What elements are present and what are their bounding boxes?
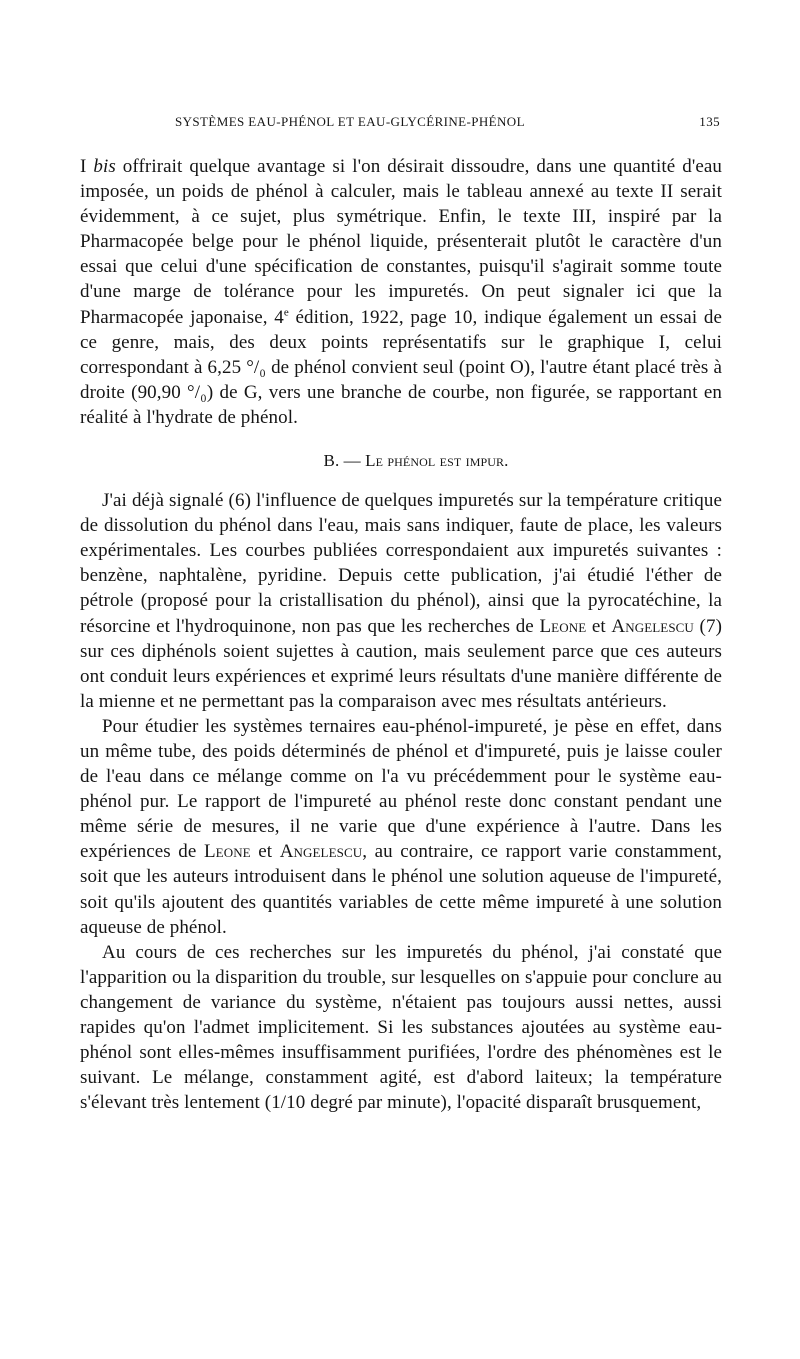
text-run: Au cours de ces recherches sur les impuretés du phénol, j'ai constaté que l'apparition ou la disparition du trouble, sur lesquelles on s'appuie pour conclure au changement de variance du système, n'étaient pas toujours aussi nettes, aussi rapides qu'on l'admet implicitement. Si les substances ajoutées au système eau-phénol sont elles-mêmes insuffisamment purifiées, l'ordre des phénomènes est le suivant. Le mélange, constamment agité, est d'abord laiteux; la température s'élevant très lentement (1/10 degré par minute), l'opacité disparaît brusquement, bbox=[80, 941, 722, 1114]
author-name: Angelescu bbox=[611, 615, 694, 637]
section-heading bbox=[80, 449, 722, 473]
superscript: e bbox=[283, 306, 289, 319]
paragraph bbox=[80, 940, 722, 1116]
italic-bis: bis bbox=[93, 156, 116, 177]
text-run: édition, 1922, page 10, indique également un essai de ce genre, mais, des deux points représentatifs sur le graphique I, celui correspondant à 6,25 °/₀ de phénol convient seul (point O), l'autre étant placé très à droite (90,90 °/₀) de G, vers une branche de courbe, non figurée, se rapportant en réalité à l'hydrate de phénol. bbox=[80, 306, 722, 428]
paragraph bbox=[80, 154, 722, 430]
text-run: J'ai déjà signalé (6) l'influence de quelques impuretés sur la température critique de dissolution du phénol dans l'eau, mais sans indiquer, faute de place, les valeurs expérimentales. Les courbes publiées correspondaient aux impuretés suivantes : benzène, naphtalène, pyridine. Depuis cette publication, j'ai étudié l'éther de pétrole (proposé pour la cristallisation du phénol), ainsi que la pyrocatéchine, la résorcine et l'hydroquinone, non pas que les recherches de bbox=[80, 490, 722, 637]
text-run: Pour étudier les systèmes ternaires eau-phénol-impureté, je pèse en effet, dans un même tube, des poids déterminés de phénol et d'impureté, puis je laisse couler de l'eau dans ce mélange comme on l'a vu précédemment pour le système eau-phénol pur. Le rapport de l'impureté au phénol reste donc constant pendant une même série de mesures, il ne varie que d'une expérience à l'autre. Dans les expériences de bbox=[80, 715, 722, 863]
running-title: SYSTÈMES EAU-PHÉNOL ET EAU-GLYCÉRINE-PHÉNOL bbox=[175, 114, 525, 129]
running-head bbox=[80, 114, 722, 136]
text-run: et bbox=[586, 615, 612, 637]
body-text bbox=[80, 154, 722, 1115]
page-number: 135 bbox=[699, 114, 720, 129]
section-prefix: B. — bbox=[323, 451, 366, 471]
section-title: Le phénol est impur. bbox=[365, 451, 509, 471]
text-run: et bbox=[250, 841, 280, 863]
text-run: , au contraire, ce rapport varie constamment, soit que les auteurs introduisent dans le phénol une solution aqueuse de l'impureté, soit qu'ils ajoutent des quantités variables de cette même impureté à une solution aqueuse de phénol. bbox=[80, 841, 722, 938]
author-name: Leone bbox=[203, 841, 251, 863]
text-run: I bbox=[80, 156, 94, 177]
text-run: (7) sur ces diphénols soient sujettes à caution, mais seulement parce que ces auteurs ont conduit leurs expériences et exprimé leurs résultats d'une manière différente de la mienne et ne permettant pas la comparaison avec mes résultats antérieurs. bbox=[80, 615, 722, 712]
author-name: Angelescu bbox=[279, 841, 363, 863]
paragraph bbox=[80, 714, 722, 940]
text-run: offrirait quelque avantage si l'on désirait dissoudre, dans une quantité d'eau imposée, un poids de phénol à calculer, mais le tableau annexé au texte II serait évidemment, à ce sujet, plus symétrique. Enfin, le texte III, inspiré par la Pharmacopée belge pour le phénol liquide, présenterait plutôt le caractère d'un essai que celui d'une spécification de constantes, puisqu'il s'agirait somme toute d'une marge de tolérance pour les impuretés. On peut signaler ici que la Pharmacopée japonaise, 4 bbox=[80, 156, 723, 328]
author-name: Leone bbox=[539, 615, 587, 637]
paragraph bbox=[80, 488, 722, 714]
